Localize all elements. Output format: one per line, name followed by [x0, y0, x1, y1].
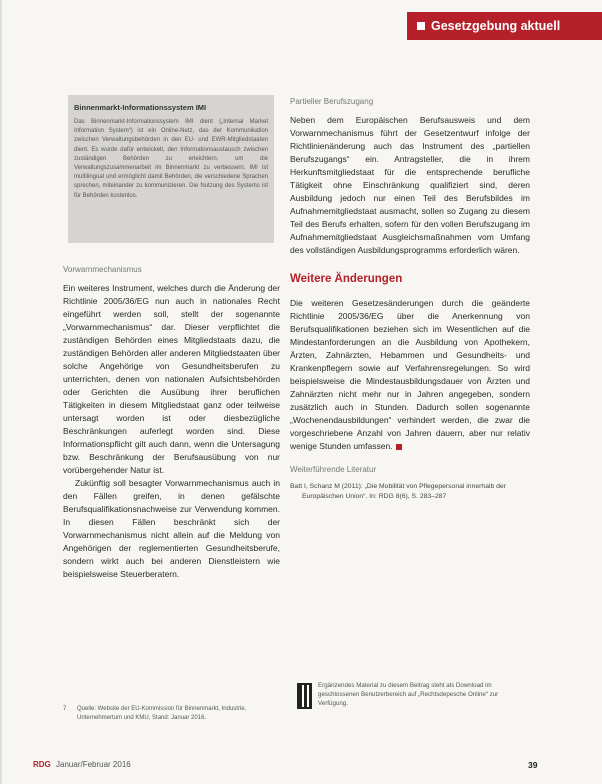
- left-column: [63, 265, 280, 581]
- banner-title: Gesetzgebung aktuell: [431, 19, 561, 33]
- info-box-text: Das Binnenmarkt-Informationssystem IMI dient („Internal Market Information System“) ist ein Online-Netz, das der Kommunikation zwischen Verwaltungsbehörden in den EU- und EWR-Mitgliedstaaten dient. Es wurde dafür entwickelt, den Informationsaustausch zwischen zuständigen Behörden zu erleichtern, um die Verwaltungszusammenarbeit im Binnenmarkt zu verbessern. IMI ist multilingual und ermöglicht damit Behörden, die verschiedene Sprachen sprechen, miteinander zu kommunizieren. Die Nutzung des Systems ist für Behörden kostenlos.: [74, 119, 268, 199]
- footnote-text: Quelle: Website der EU-Kommission für Binnenmarkt, Industrie, Unternehmertum und KMU, Stand: Januar 2016.: [77, 706, 247, 721]
- page-edge-shadow: [0, 0, 2, 784]
- download-note: [297, 681, 512, 726]
- footer-issue-date: Januar/Februar 2016: [56, 760, 131, 769]
- page-number: 39: [528, 760, 538, 770]
- paragraph: Zukünftig soll besagter Vorwarnmechanismus auch in den Fällen greifen, in denen gefälschte Berufsqualifikationsnachweise zur Verwendung kommen. In diesen Fällen beschränkt sich der Vorwarnmechanismus nicht allein auf die Meldung von Angehörigen der reglementierten Gesundheitsberufe, sondern wirkt auch bei anderen Dienstleistern wie beispielsweise Steuerberatern.: [63, 478, 280, 579]
- paragraph: Neben dem Europäischen Berufsausweis und dem Vorwarnmechanismus führt der Gesetzentwurf infolge der Richtlinienänderung auch das Instrument des „partiellen Berufszugangs“ ein. Antragsteller, die in ihrem Herkunftsmitgliedstaat für die entsprechende berufliche Tätigkeit ohne Einschränkung qualifiziert sind, deren Ausbildung jedoch nur einen Teil des Berufsbildes im Aufnahmemitgliedstaat ausmacht, sollen so Zugang zu diesem Teil des Berufs erhalten, sofern für den vollen Berufszugang im Aufnahmemitgliedstaat Ausgleichsmaßnahmen vom Umfang des vollständigen Ausbildungsprogramms erforderlich wären.: [290, 115, 530, 255]
- footnote-number: 7: [63, 706, 67, 712]
- paragraph: Ein weiteres Instrument, welches durch die Änderung der Richtlinie 2005/36/EG nun auch in nationales Recht eingeführt werden soll, stellt der sogenannte „Vorwarnmechanismus“ dar. Dieser verpflichtet die zuständigen Behörden eines Mitgliedstaats dazu, die zuständigen Behörden aller anderen Mitgliedstaaten über solche Angehörige von Gesundheitsberufen zu unterrichten, denen von nationalen Aufsichtsbehörden oder Gerichten die Ausübung ihrer beruflichen Tätigkeiten in diesem Mitgliedstaat ganz oder teilweise untersagt worden ist oder diesbezügliche Beschränkungen auferlegt worden sind. Diese Informationspflicht gilt auch dann, wenn die Untersagung bzw. Beschränkung der Berufsausübung von nur vorübergehender Natur ist.: [63, 283, 280, 475]
- footer-issue: [33, 760, 131, 769]
- footer-brand: RDG: [33, 760, 51, 769]
- section-banner: [407, 12, 602, 40]
- end-mark-icon: [396, 444, 402, 450]
- literature-entry: Batt I, Schanz M (2011): „Die Mobilität von Pflegepersonal innerhalb der Europäischen Union“. In: RDG 8(6), S. 283–287: [290, 483, 506, 500]
- literature-heading: Weiterführende Literatur: [290, 465, 377, 474]
- right-column: [290, 97, 530, 502]
- download-note-text: Ergänzendes Material zu diesem Beitrag steht als Download im geschlossenen Benutzerbereich auf „Rechtsdepesche Online“ zur Verfügung.: [318, 682, 499, 707]
- subheading-partieller-berufszugang: Partieller Berufszugang: [290, 97, 374, 106]
- info-box-title: Binnenmarkt-Informationssystem IMI: [74, 103, 207, 112]
- footnote: [63, 705, 283, 723]
- paragraph-with-end-mark: [290, 297, 530, 453]
- banner-square-icon: [417, 22, 425, 30]
- section-title: Weitere Änderungen: [290, 273, 403, 285]
- qr-code-icon: [297, 683, 312, 709]
- info-box: [68, 95, 274, 243]
- paragraph-text: Die weiteren Gesetzesänderungen durch die geänderte Richtlinie 2005/36/EG über die Anerkennung von Berufsqualifikationen beziehen sich im Wesentlichen auf die Mindestanforderungen an die Ausbildung von Apothekern, Ärzten, Zahnärzten, Hebammen und Gesundheits- und Krankenpflegern sowie auf Verfahrensregelungen. So wird beispielsweise die Mindestausbildungsdauer von Ärzten und Zahnärzten nicht mehr nur in Jahren angegeben, sondern zusätzlich auch in Stunden. Dadurch sollen sogenannte „Wochenendausbildungen“ verhindert werden, die zwar die vorgeschriebene Anzahl von Jahren dauern, aber nur relativ wenige Stunden umfassen.: [290, 298, 530, 451]
- subheading-vorwarnmechanismus: Vorwarnmechanismus: [63, 265, 142, 274]
